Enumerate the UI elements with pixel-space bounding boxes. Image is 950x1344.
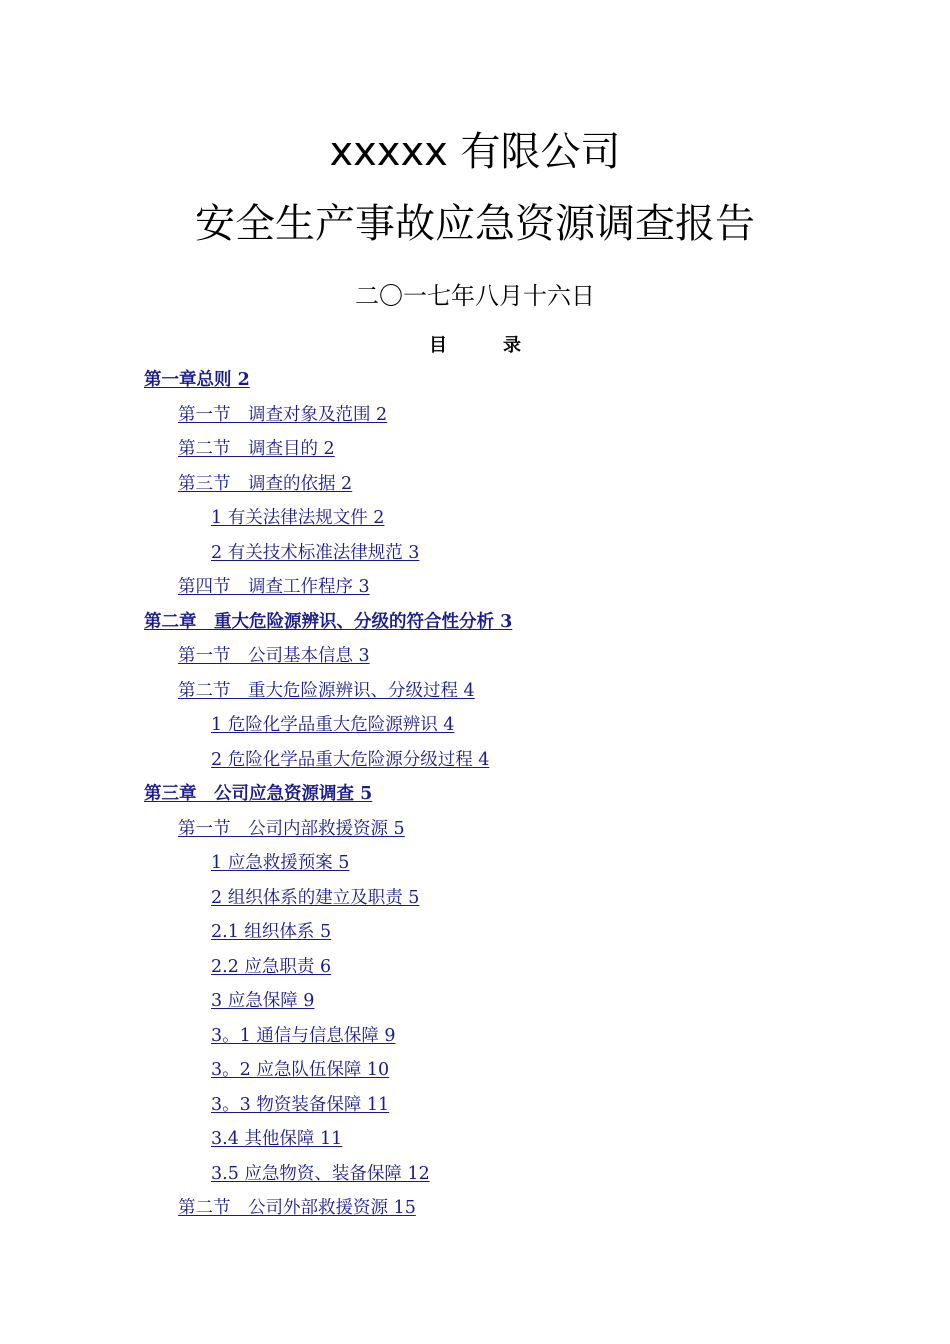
toc-heading-right: 录 [503, 335, 521, 356]
toc-heading-left: 目 [429, 335, 447, 356]
toc-entry [0, 1021, 950, 1056]
company-title: xxxxx 有限公司 [329, 129, 621, 175]
toc-entry [0, 1193, 950, 1228]
report-title: 安全生产事故应急资源调查报告 [195, 201, 755, 247]
toc-entry [0, 503, 950, 538]
toc-entry [0, 986, 950, 1021]
toc-link[interactable]: 1 有关法律法规文件 2 [211, 508, 385, 528]
toc-entry [0, 917, 950, 952]
toc-link[interactable]: 第三节 调查的依据 2 [178, 473, 353, 494]
toc-link[interactable]: 3.4 其他保障 11 [211, 1129, 343, 1149]
toc-link[interactable]: 3.5 应急物资、装备保障 12 [211, 1163, 430, 1184]
toc-link[interactable]: 2 危险化学品重大危险源分级过程 4 [211, 749, 490, 770]
toc-link[interactable]: 第二节 公司外部救援资源 15 [178, 1198, 416, 1218]
toc-entry [0, 434, 950, 469]
toc-link[interactable]: 第一节 公司基本信息 3 [178, 646, 370, 666]
toc-entry [0, 572, 950, 607]
toc-link[interactable]: 第二章 重大危险源辨识、分级的符合性分析 3 [144, 611, 513, 632]
toc-entry [0, 745, 950, 780]
report-date: 二〇一七年八月十六日 [355, 282, 595, 310]
toc-entry [0, 607, 950, 642]
toc-link[interactable]: 3。1 通信与信息保障 9 [211, 1025, 396, 1046]
toc-entry [0, 883, 950, 918]
toc-link[interactable]: 第一章总则 2 [144, 370, 250, 390]
toc-entry [0, 710, 950, 745]
toc-link[interactable]: 第一节 公司内部救援资源 5 [178, 818, 405, 839]
toc-entry [0, 1159, 950, 1194]
toc-link[interactable]: 1 应急救援预案 5 [211, 853, 350, 873]
toc-link[interactable]: 3 应急保障 9 [211, 991, 315, 1011]
toc-entry [0, 469, 950, 504]
toc-link[interactable]: 3。2 应急队伍保障 10 [211, 1060, 390, 1080]
toc-link[interactable]: 2.2 应急职责 6 [211, 956, 332, 977]
table-of-contents [0, 365, 950, 1228]
toc-entry [0, 779, 950, 814]
toc-entry [0, 952, 950, 987]
toc-link[interactable]: 1 危险化学品重大危险源辨识 4 [211, 715, 455, 735]
toc-link[interactable]: 2 有关技术标准法律规范 3 [211, 542, 420, 563]
toc-link[interactable]: 2.1 组织体系 5 [211, 922, 332, 942]
toc-entry [0, 641, 950, 676]
toc-link[interactable]: 第二节 调查目的 2 [178, 439, 335, 459]
toc-link[interactable]: 第四节 调查工作程序 3 [178, 577, 370, 597]
toc-link[interactable]: 第二节 重大危险源辨识、分级过程 4 [178, 680, 475, 701]
toc-entry [0, 400, 950, 435]
toc-entry [0, 538, 950, 573]
toc-entry [0, 814, 950, 849]
toc-entry [0, 1090, 950, 1125]
toc-link[interactable]: 3。3 物资装备保障 11 [211, 1094, 390, 1115]
toc-heading [0, 332, 950, 360]
toc-entry [0, 1124, 950, 1159]
toc-entry [0, 365, 950, 400]
toc-entry [0, 676, 950, 711]
toc-link[interactable]: 2 组织体系的建立及职责 5 [211, 887, 420, 908]
toc-entry [0, 1055, 950, 1090]
toc-link[interactable]: 第三章 公司应急资源调查 5 [144, 784, 373, 804]
toc-entry [0, 848, 950, 883]
toc-link[interactable]: 第一节 调查对象及范围 2 [178, 404, 388, 425]
